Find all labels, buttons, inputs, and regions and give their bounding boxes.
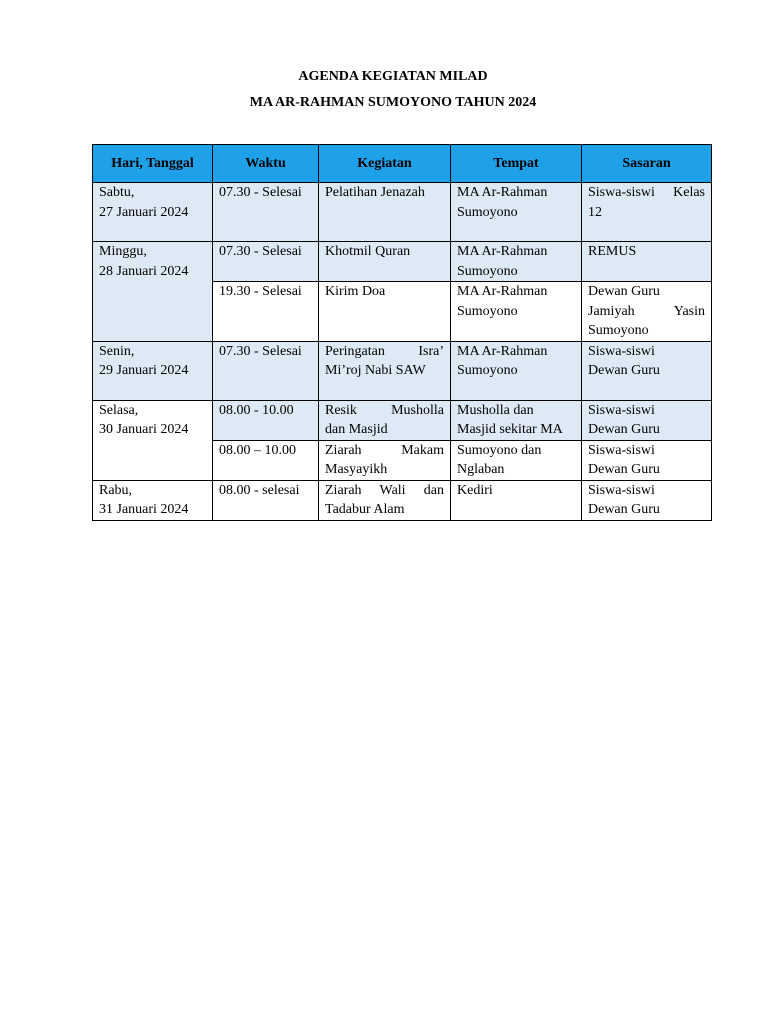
activity-cell [319,400,451,440]
target-text: Dewan Guru [588,422,660,437]
table-row [93,341,712,400]
time-cell [213,183,319,242]
activity-text: Khotmil Quran [325,244,411,259]
day-name: Senin, [99,343,135,359]
time-cell [213,282,319,342]
day-date: 29 Januari 2024 [99,363,189,378]
header-waktu: Waktu [213,145,319,183]
day-cell [93,341,213,400]
activity-text: Pelatihan Jenazah [325,185,425,200]
target-text: Siswa-siswi [588,343,655,359]
time-text: 08.00 - 10.00 [219,402,294,418]
target-text: Dewan Guru [588,284,660,299]
activity-text: Tadabur Alam [325,502,405,517]
activity-cell [319,440,451,480]
activity-cell [319,341,451,400]
day-date: 30 Januari 2024 [99,422,189,437]
place-cell [451,480,582,520]
place-cell [451,282,582,342]
activity-cell [319,282,451,342]
activity-text: Mi’roj Nabi SAW [325,363,426,378]
time-cell [213,440,319,480]
day-name: Sabtu, [99,185,135,200]
day-name: Minggu, [99,244,147,259]
place-cell [451,242,582,282]
table-row [93,480,712,520]
target-cell [582,183,712,242]
activity-cell [319,183,451,242]
header-hari-tanggal: Hari, Tanggal [93,145,213,183]
header-sasaran: Sasaran [582,145,712,183]
place-text: Musholla dan [457,402,534,418]
target-cell [582,440,712,480]
target-text: Dewan Guru [588,502,660,517]
activity-text: Ziarah Makam [325,442,444,458]
place-cell [451,341,582,400]
place-text: Sumoyono dan [457,442,542,458]
place-text: Masjid sekitar MA [457,422,563,437]
time-cell [213,400,319,440]
place-text: Sumoyono [457,303,518,319]
document-title-line-2: MA AR-RAHMAN SUMOYONO TAHUN 2024 [249,95,537,110]
target-text: Siswa-siswi [588,442,655,458]
day-name: Rabu, [99,482,133,498]
day-date: 28 Januari 2024 [99,263,189,279]
time-text: 19.30 - Selesai [219,284,302,299]
table-row [93,400,712,440]
place-cell [451,400,582,440]
activity-text: Peringatan Isra’ [325,343,444,359]
activity-cell [319,242,451,282]
agenda-table [92,144,712,521]
day-cell [93,400,213,480]
place-text: MA Ar-Rahman [457,284,548,299]
place-cell [451,183,582,242]
target-text: Siswa-siswi Kelas [588,185,705,200]
target-cell [582,400,712,440]
day-cell [93,480,213,520]
time-cell [213,242,319,282]
target-text: Dewan Guru [588,462,660,477]
table-row [93,242,712,282]
place-text: MA Ar-Rahman [457,185,548,200]
target-text: Siswa-siswi [588,482,655,498]
place-text: Kediri [457,482,493,498]
target-text: Jamiyah Yasin [588,303,705,319]
day-cell [93,242,213,342]
time-text: 08.00 – 10.00 [219,442,296,458]
day-cell [93,183,213,242]
target-text: REMUS [588,244,637,259]
place-cell [451,440,582,480]
place-text: MA Ar-Rahman [457,343,548,359]
header-tempat: Tempat [451,145,582,183]
day-date: 27 Januari 2024 [99,204,189,220]
target-text: Siswa-siswi [588,402,655,418]
time-text: 07.30 - Selesai [219,343,302,359]
target-cell [582,242,712,282]
activity-text: Resik Musholla [325,402,444,418]
time-text: 07.30 - Selesai [219,244,302,259]
time-text: 08.00 - selesai [219,482,300,498]
activity-text: Masyayikh [325,462,388,477]
time-cell [213,480,319,520]
target-cell [582,341,712,400]
target-text: Sumoyono [588,323,649,338]
table-header-row [93,145,712,183]
place-text: Sumoyono [457,363,518,378]
place-text: MA Ar-Rahman [457,244,548,259]
time-text: 07.30 - Selesai [219,185,302,200]
day-date: 31 Januari 2024 [99,502,189,517]
target-cell [582,282,712,342]
place-text: Sumoyono [457,204,518,220]
place-text: Nglaban [457,462,505,477]
activity-text: Ziarah Wali dan [325,482,444,498]
place-text: Sumoyono [457,263,518,279]
document-title-line-1: AGENDA KEGIATAN MILAD [298,69,488,84]
activity-text: Kirim Doa [325,284,386,299]
activity-text: dan Masjid [325,422,388,437]
target-text: Dewan Guru [588,363,660,378]
day-name: Selasa, [99,402,139,418]
target-cell [582,480,712,520]
time-cell [213,341,319,400]
table-row [93,183,712,242]
header-kegiatan: Kegiatan [319,145,451,183]
activity-cell [319,480,451,520]
target-text: 12 [588,204,602,220]
